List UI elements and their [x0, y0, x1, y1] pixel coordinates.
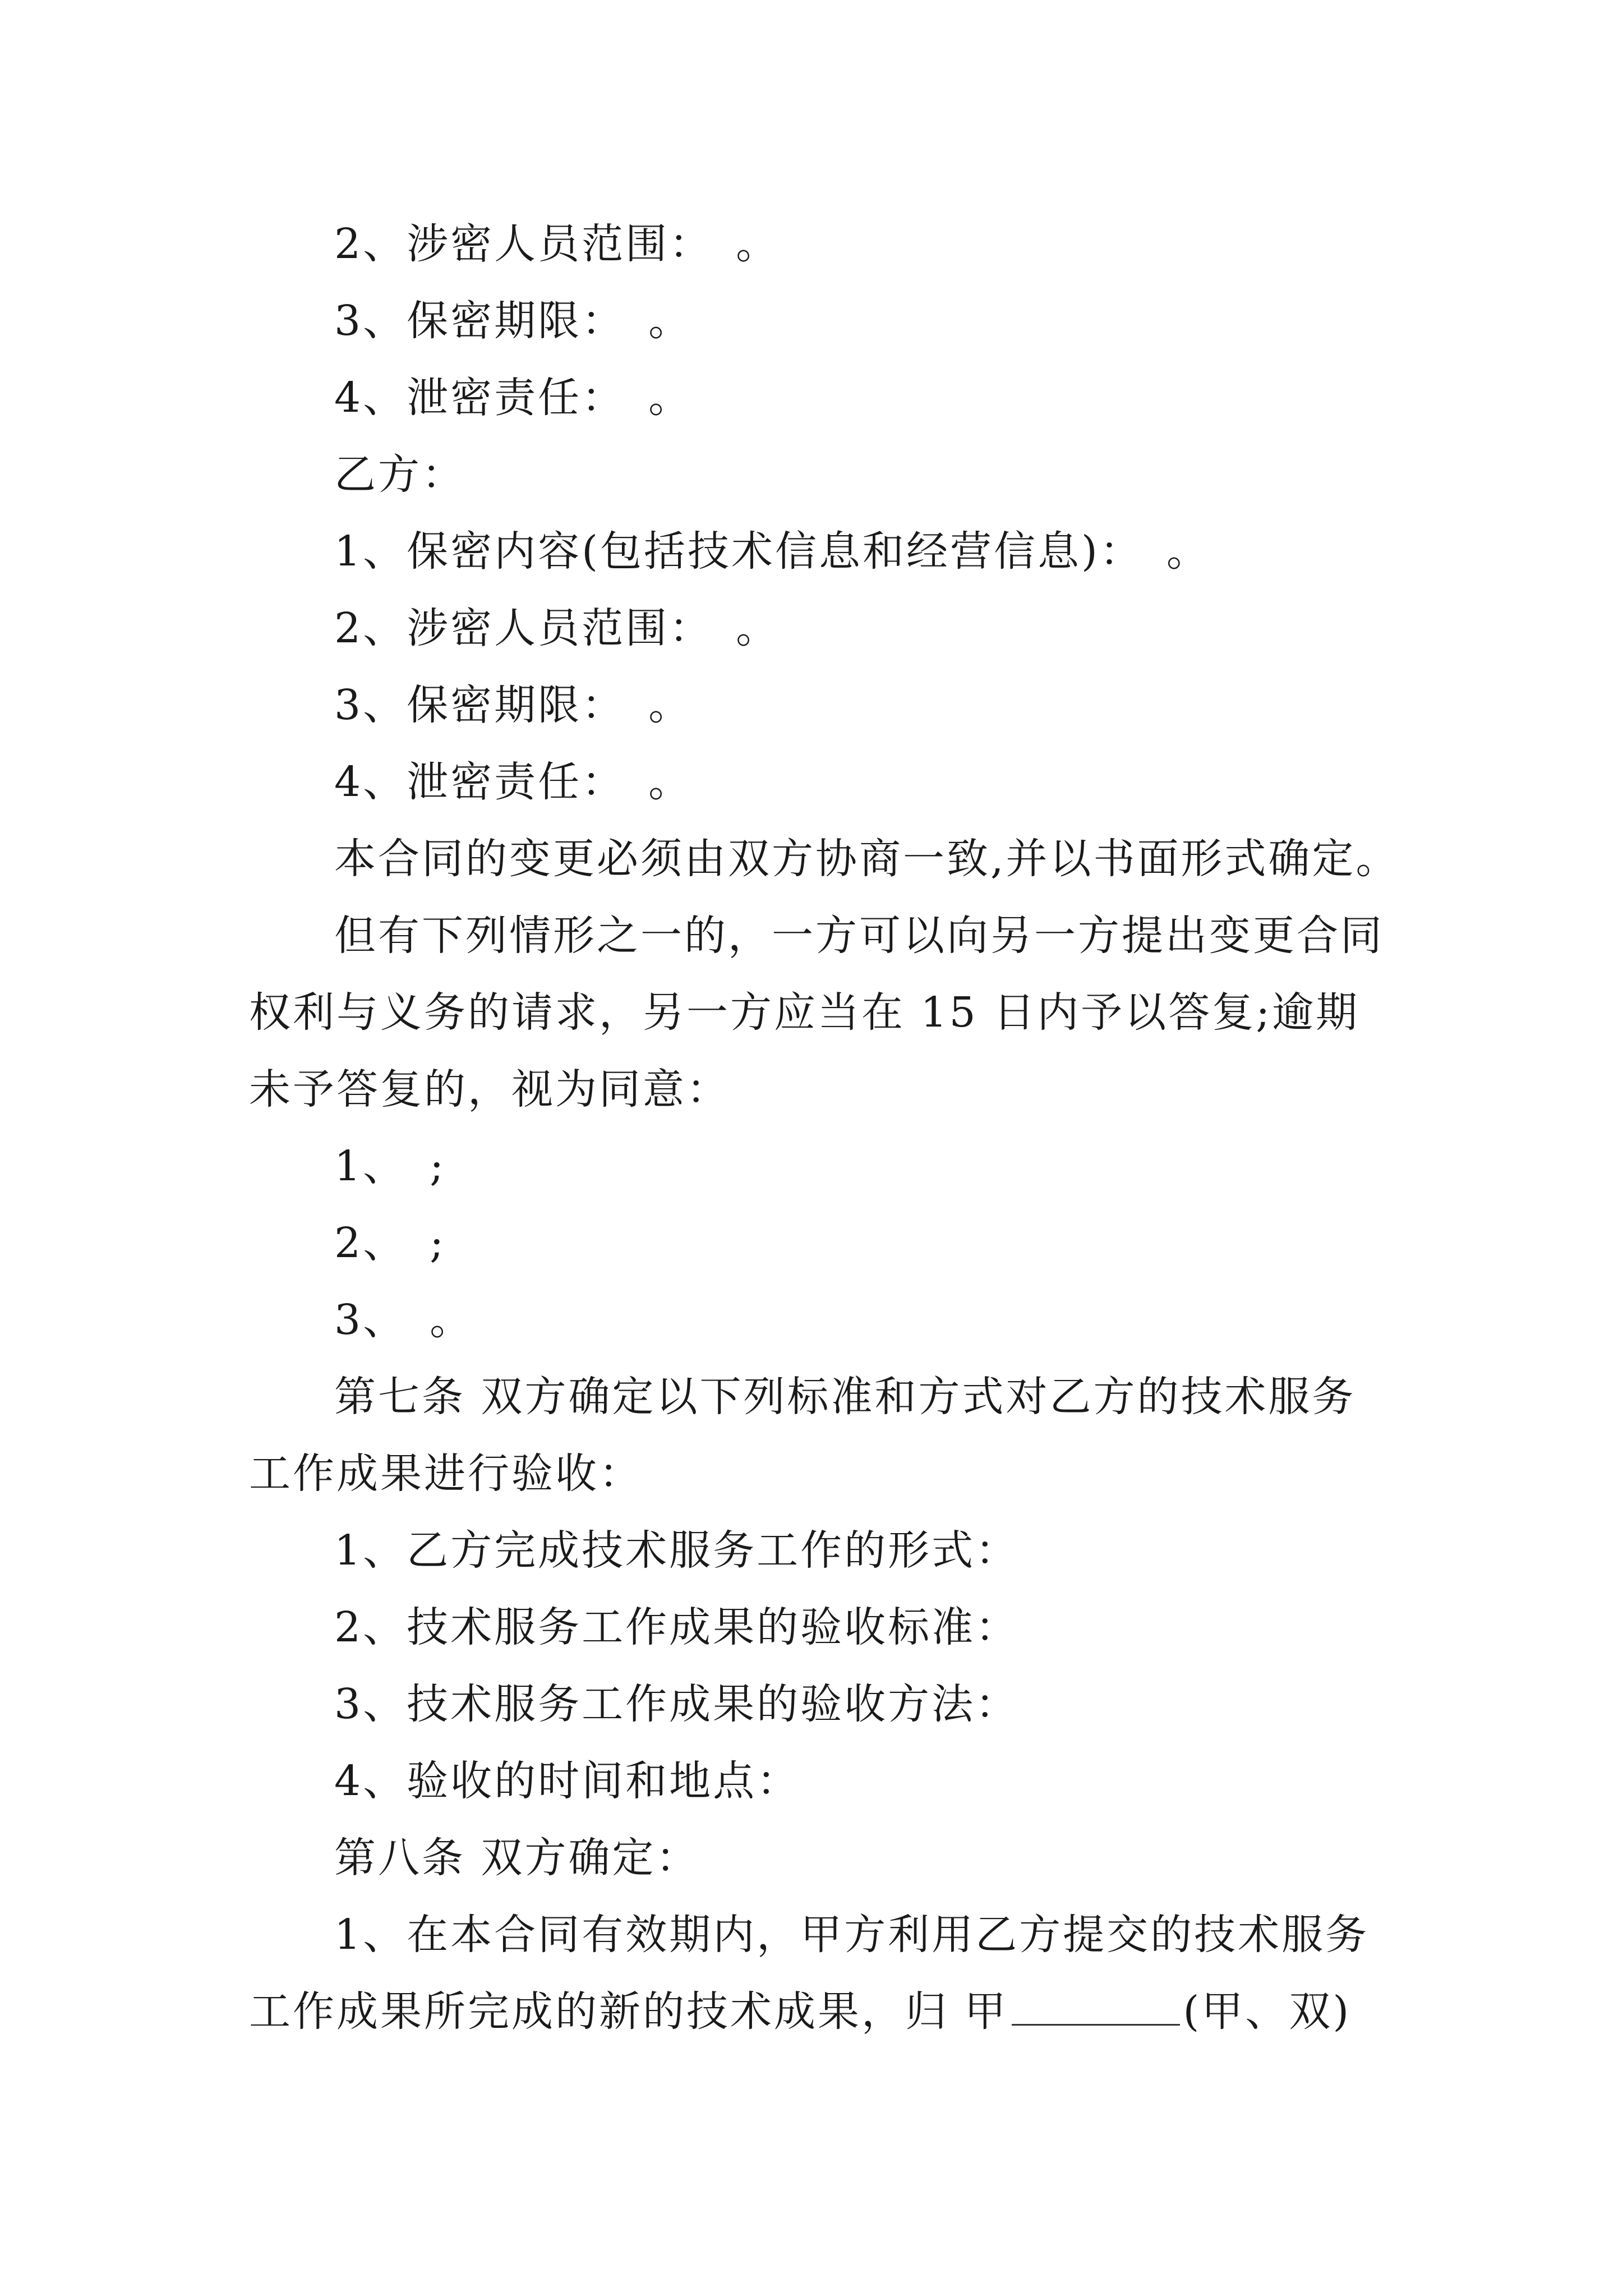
- line-prefix: 工作成果所完成的新的技术成果，归 甲: [249, 1987, 1008, 2036]
- paragraph-line: 3、技术服务工作成果的验收方法：: [334, 1680, 1020, 1728]
- paragraph-line: 2、涉密人员范围： 。: [334, 604, 780, 652]
- paragraph-line: 3、保密期限： 。: [334, 681, 693, 729]
- paragraph-line: 2、技术服务工作成果的验收标准：: [334, 1603, 1020, 1651]
- paragraph-line: 但有下列情形之一的，一方可以向另一方提出变更合同: [334, 912, 1384, 960]
- paragraph-line: [249, 1984, 1351, 2040]
- paragraph-line: 工作成果进行验收：: [249, 1450, 643, 1498]
- paragraph-line: 4、泄密责任： 。: [334, 758, 693, 806]
- paragraph-line: 3、保密期限： 。: [334, 297, 693, 345]
- paragraph-line: 1、保密内容(包括技术信息和经营信息)： 。: [334, 527, 1210, 576]
- fill-in-blank: [1012, 1989, 1180, 2026]
- article-heading-line: 第八条 双方确定：: [334, 1834, 700, 1882]
- paragraph-line: 4、验收的时间和地点：: [334, 1757, 801, 1805]
- paragraph-line: 乙方：: [334, 450, 465, 499]
- paragraph-line: 未予答复的，视为同意：: [249, 1065, 730, 1114]
- paragraph-line: 3、 。: [334, 1296, 474, 1344]
- line-suffix: (甲、双): [1183, 1987, 1352, 2036]
- paragraph-line: 2、 ;: [334, 1219, 446, 1267]
- article-heading-line: 第七条 双方确定以下列标准和方式对乙方的技术服务: [334, 1373, 1356, 1421]
- paragraph-line: 本合同的变更必须由双方协商一致,并以书面形式确定。: [334, 835, 1400, 883]
- paragraph-line: 4、泄密责任： 。: [334, 374, 693, 422]
- paragraph-line: 权利与义务的请求，另一方应当在 15 日内予以答复;逾期: [249, 988, 1360, 1037]
- paragraph-line: 2、涉密人员范围： 。: [334, 220, 780, 268]
- paragraph-line: 1、乙方完成技术服务工作的形式：: [334, 1526, 1020, 1575]
- paragraph-line: 1、在本合同有效期内，甲方利用乙方提交的技术服务: [334, 1911, 1370, 1959]
- paragraph-line: 1、 ;: [334, 1142, 446, 1190]
